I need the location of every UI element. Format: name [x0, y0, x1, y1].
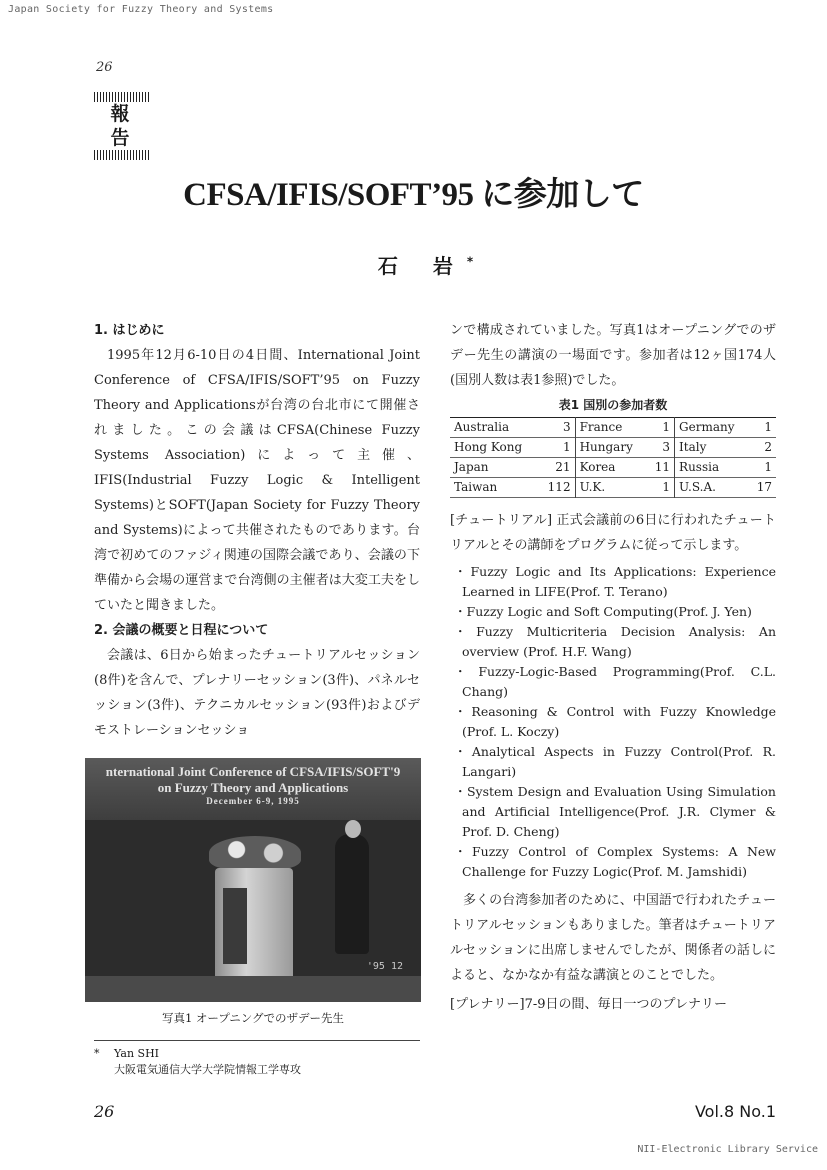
- photo-date-stamp: '95 12: [366, 961, 403, 972]
- country-cell: Russia: [679, 460, 720, 474]
- photo-banner: [85, 758, 421, 820]
- hatch-rule-bottom: [94, 150, 150, 160]
- author-name: 石 岩: [377, 254, 467, 278]
- country-cell: Hungary: [579, 440, 633, 454]
- footnote-mark: *: [94, 1047, 100, 1060]
- speaker-figure: [335, 834, 369, 954]
- table-row: [450, 458, 776, 478]
- country-cell: Hong Kong: [454, 440, 523, 454]
- country-cell: Japan: [454, 460, 489, 474]
- paragraph-plenary: [プレナリー]7-9日の間、毎日一つのプレナリー: [450, 997, 728, 1012]
- participants-table: [450, 417, 776, 498]
- list-item: ・ Fuzzy Control of Complex Systems: A New Challenge for Fuzzy Logic(Prof. M. Jamshidi): [450, 842, 776, 882]
- banner-line-3: December 6-9, 1995: [206, 796, 300, 806]
- paragraph-intro: 1995年12月6-10日の4日間、International Joint Conference of CFSA/IFIS/SOFT’95 on Fuzzy Theory and Applicationsが台湾の台北市にて開催されました。この会議はCFSA(Chinese Fuzzy Systems Association)によって主催、IFIS(Industrial Fuzzy Logic & Intelligent Systems)とSOFT(Japan Society for Fuzzy Theory and Systems)によって共催されたものであります。台湾で初めてのファジィ関連の国際会議であり、会議の下準備から会場の運営まで台湾側の主催者は大変工夫をしていたと聞きました。: [94, 348, 420, 613]
- author: [0, 250, 827, 279]
- banner-line-1: nternational Joint Conference of CFSA/IFIS/SOFT'9: [105, 764, 401, 779]
- photo-caption: 写真1 オープニングでのザデー先生: [161, 1011, 345, 1025]
- source-footer: NII-Electronic Library Service: [637, 1144, 818, 1155]
- list-item: ・ Reasoning & Control with Fuzzy Knowledge (Prof. L. Koczy): [450, 702, 776, 742]
- page-number-bottom: 26: [94, 1102, 115, 1121]
- count-cell: 17: [756, 480, 772, 494]
- section-label-text: 報 告: [110, 103, 136, 149]
- list-item: ・ Analytical Aspects in Fuzzy Control(Prof. R. Langari): [450, 742, 776, 782]
- list-item: ・ Fuzzy Logic and Its Applications: Experience Learned in LIFE(Prof. T. Terano): [450, 562, 776, 602]
- count-cell: 2: [764, 440, 772, 454]
- list-item: ・ Fuzzy-Logic-Based Programming(Prof. C.L. Chang): [450, 662, 776, 702]
- opening-photo: [85, 758, 421, 1002]
- left-column: [94, 318, 420, 743]
- footnote-affiliation: 大阪電気通信大学大学院情報工学専攻: [114, 1063, 301, 1076]
- count-cell: 1: [764, 420, 772, 434]
- count-cell: 11: [647, 458, 675, 478]
- count-cell: 21: [539, 458, 576, 478]
- list-item: ・ Fuzzy Logic and Soft Computing(Prof. J. Yen): [450, 602, 776, 622]
- table-row: [450, 418, 776, 438]
- country-cell: Italy: [679, 440, 707, 454]
- country-cell: Germany: [679, 420, 735, 434]
- stage-floor: [85, 976, 421, 1002]
- hatch-rule-top: [94, 92, 150, 102]
- count-cell: 1: [647, 478, 675, 498]
- count-cell: 1: [539, 438, 576, 458]
- paragraph-tutorial-intro: [チュートリアル] 正式会議前の6日に行われたチュートリアルとその講師をプログラムに従って示します。: [450, 513, 776, 553]
- banner-line-2: on Fuzzy Theory and Applications: [157, 780, 349, 795]
- country-cell: U.S.A.: [679, 480, 716, 494]
- section-heading-overview: 2. 会議の概要と日程について: [94, 623, 269, 638]
- tutorial-list: [450, 562, 776, 882]
- table-row: [450, 438, 776, 458]
- footnote-name: Yan SHI: [114, 1047, 160, 1060]
- count-cell: 3: [539, 418, 576, 438]
- society-header: Japan Society for Fuzzy Theory and Systems: [8, 4, 274, 15]
- list-item: ・ Fuzzy Multicriteria Decision Analysis: An overview (Prof. H.F. Wang): [450, 622, 776, 662]
- count-cell: 1: [764, 460, 772, 474]
- paragraph-tutorial-note: 多くの台湾参加者のために、中国語で行われたチュートリアルセッションもありました。筆者はチュートリアルセッションに出席しませんでしたが、関係者の話しによると、なかなか有益な講演とのことでした。: [450, 893, 776, 983]
- country-cell: U.K.: [579, 480, 606, 494]
- paragraph-participants: ンで構成されていました。写真1はオープニングでのザデー先生の講演の一場面です。参加者は12ヶ国174人(国別人数は表1参照)でした。: [450, 323, 776, 388]
- right-column: [450, 318, 776, 1017]
- country-cell: Korea: [579, 460, 616, 474]
- count-cell: 1: [647, 418, 675, 438]
- country-cell: Australia: [454, 420, 510, 434]
- article-title: CFSA/IFIS/SOFT’95 に参加して: [183, 177, 644, 213]
- table-caption: 表1 国別の参加者数: [558, 398, 668, 412]
- country-cell: France: [579, 420, 623, 434]
- flower-arrangement: [209, 836, 301, 870]
- podium: [215, 868, 293, 976]
- footnote-divider: [94, 1040, 420, 1041]
- section-label: [94, 92, 152, 160]
- section-heading-intro: 1. はじめに: [94, 323, 165, 338]
- count-cell: 3: [647, 438, 675, 458]
- paragraph-overview: 会議は、6日から始まったチュートリアルセッション(8件)を含んで、プレナリーセッション(3件)、パネルセッション(3件)、テクニカルセッション(93件)およびデモストレーションセッショ: [94, 648, 420, 738]
- volume-info: Vol.8 No.1: [694, 1102, 776, 1121]
- author-mark: *: [466, 254, 474, 269]
- count-cell: 112: [539, 478, 576, 498]
- table-row: [450, 478, 776, 498]
- country-cell: Taiwan: [454, 480, 498, 494]
- page-number-top: 26: [96, 60, 113, 75]
- footnote: [94, 1046, 420, 1078]
- list-item: ・ System Design and Evaluation Using Simulation and Artificial Intelligence(Prof. J.R. Clymer & Prof. D. Cheng): [450, 782, 776, 842]
